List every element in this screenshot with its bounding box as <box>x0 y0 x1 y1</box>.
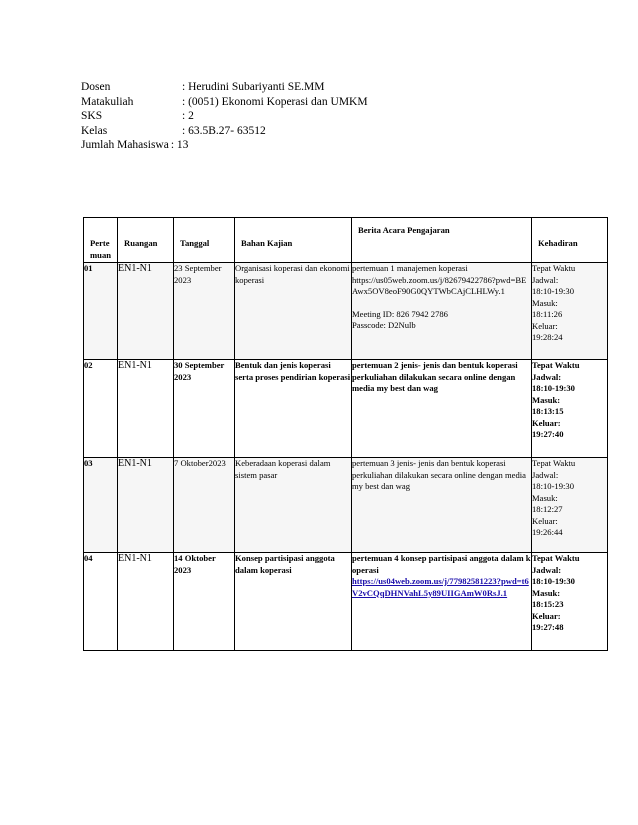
tanggal-cell: 23 September 2023 <box>174 263 235 360</box>
masuk-value: 18:12:27 <box>532 504 563 514</box>
bahan-kajian-cell: Organisasi koperasi dan ekonomi koperasi <box>235 263 352 360</box>
masuk-label: Masuk: <box>532 492 558 503</box>
header-pertemuan: Perte muan <box>84 218 118 263</box>
jadwal-value: 18:10-19:30 <box>532 286 575 296</box>
table-row <box>84 263 608 360</box>
jadwal-label: Jadwal: <box>532 274 559 285</box>
berita-acara-cell <box>352 360 532 458</box>
jadwal-label: Jadwal: <box>532 564 562 575</box>
table-row <box>84 553 608 651</box>
ruangan-cell: EN1-N1 <box>118 458 174 553</box>
berita-text: pertemuan 1 manajemen koperasi <box>352 263 468 273</box>
jadwal-value: 18:10-19:30 <box>532 481 575 491</box>
berita-text: pertemuan 3 jenis- jenis dan bentuk koperasi perkuliahan dilakukan secara online dengan media my best dan wag <box>352 458 526 491</box>
dosen-value: : Herudini Subariyanti SE.MM <box>182 81 325 93</box>
header-kehadiran: Kehadiran <box>532 218 608 263</box>
zoom-link-text: https://us05web.zoom.us/j/82679422786?pwd=BEAwx5OV8eoF90G0QYTWbCAjCLHLWy.1 <box>352 274 527 296</box>
matakuliah-label: Matakuliah <box>81 95 134 108</box>
tanggal-cell: 14 Oktober 2023 <box>174 553 235 651</box>
status-badge: Tepat Waktu <box>532 553 580 563</box>
masuk-label: Masuk: <box>532 297 558 308</box>
keluar-value: 19:27:48 <box>532 622 564 632</box>
pertemuan-number: 02 <box>84 360 118 458</box>
header-berita-acara: Berita Acara Pengajaran <box>352 218 532 263</box>
keluar-label: Keluar: <box>532 320 558 331</box>
dosen-label: Dosen <box>81 81 111 93</box>
jadwal-label: Jadwal: <box>532 469 559 480</box>
bahan-kajian-cell: Bentuk dan jenis koperasi serta proses pendirian koperasi <box>235 360 352 458</box>
status-badge: Tepat Waktu <box>532 360 580 370</box>
jadwal-value: 18:10-19:30 <box>532 576 575 586</box>
kelas-value: : 63.5B.27- 63512 <box>182 124 266 137</box>
kelas-label: Kelas <box>81 124 108 137</box>
matakuliah-value: : (0051) Ekonomi Koperasi dan UMKM <box>182 95 368 108</box>
jadwal-value: 18:10-19:30 <box>532 383 575 393</box>
bahan-kajian-cell: Konsep partisipasi anggota dalam koperasi <box>235 553 352 651</box>
keluar-value: 19:26:44 <box>532 527 563 537</box>
berita-acara-cell <box>352 553 532 651</box>
sks-value: : 2 <box>182 110 194 122</box>
course-header <box>81 80 368 153</box>
kehadiran-cell <box>532 553 608 651</box>
sks-label: SKS <box>81 110 103 122</box>
attendance-table <box>83 217 608 651</box>
berita-acara-cell <box>352 458 532 553</box>
tanggal-cell: 30 September 2023 <box>174 360 235 458</box>
sks-row <box>81 109 368 124</box>
ruangan-cell: EN1-N1 <box>118 263 174 360</box>
kehadiran-cell <box>532 360 608 458</box>
header-ruangan: Ruangan <box>118 218 174 263</box>
matakuliah-row <box>81 95 368 110</box>
pertemuan-number: 04 <box>84 553 118 651</box>
keluar-label: Keluar: <box>532 417 561 428</box>
ruangan-cell: EN1-N1 <box>118 553 174 651</box>
kehadiran-cell <box>532 263 608 360</box>
jumlah-value: : 13 <box>170 139 189 151</box>
jumlah-label: Jumlah Mahasiswa <box>81 139 169 151</box>
dosen-row <box>81 80 368 95</box>
status-badge: Tepat Waktu <box>532 263 576 273</box>
jadwal-label: Jadwal: <box>532 371 562 382</box>
header-tanggal: Tanggal <box>174 218 235 263</box>
keluar-label: Keluar: <box>532 515 558 526</box>
ruangan-cell: EN1-N1 <box>118 360 174 458</box>
tanggal-cell: 7 Oktober2023 <box>174 458 235 553</box>
table-row <box>84 360 608 458</box>
masuk-label: Masuk: <box>532 394 561 405</box>
berita-text: pertemuan 2 jenis- jenis dan bentuk koperasi perkuliahan dilakukan secara online dengan media my best dan wag <box>352 360 518 393</box>
keluar-label: Keluar: <box>532 610 561 621</box>
masuk-label: Masuk: <box>532 587 561 598</box>
masuk-value: 18:15:23 <box>532 599 564 609</box>
table-row <box>84 458 608 553</box>
header-bahan-kajian: Bahan Kajian <box>235 218 352 263</box>
keluar-value: 19:27:40 <box>532 429 564 439</box>
meeting-id: Meeting ID: 826 7942 2786 <box>352 308 448 319</box>
status-badge: Tepat Waktu <box>532 458 576 468</box>
kelas-row <box>81 124 368 139</box>
keluar-value: 19:28:24 <box>532 332 563 342</box>
jumlah-row <box>81 138 368 153</box>
table-header-row <box>84 218 608 263</box>
berita-acara-cell <box>352 263 532 360</box>
pertemuan-number: 01 <box>84 263 118 360</box>
passcode: Passcode: D2Nulb <box>352 320 416 330</box>
pertemuan-number: 03 <box>84 458 118 553</box>
zoom-link[interactable]: https://us04web.zoom.us/j/77982581223?pwd=t6V2vCQqDHNVahL5y89UIIGAmW0RsJ.1 <box>352 576 529 598</box>
masuk-value: 18:11:26 <box>532 309 563 319</box>
bahan-kajian-cell: Keberadaan koperasi dalam sistem pasar <box>235 458 352 553</box>
masuk-value: 18:13:15 <box>532 406 564 416</box>
kehadiran-cell <box>532 458 608 553</box>
berita-text: pertemuan 4 konsep partisipasi anggota dalam koperasi <box>352 553 531 575</box>
